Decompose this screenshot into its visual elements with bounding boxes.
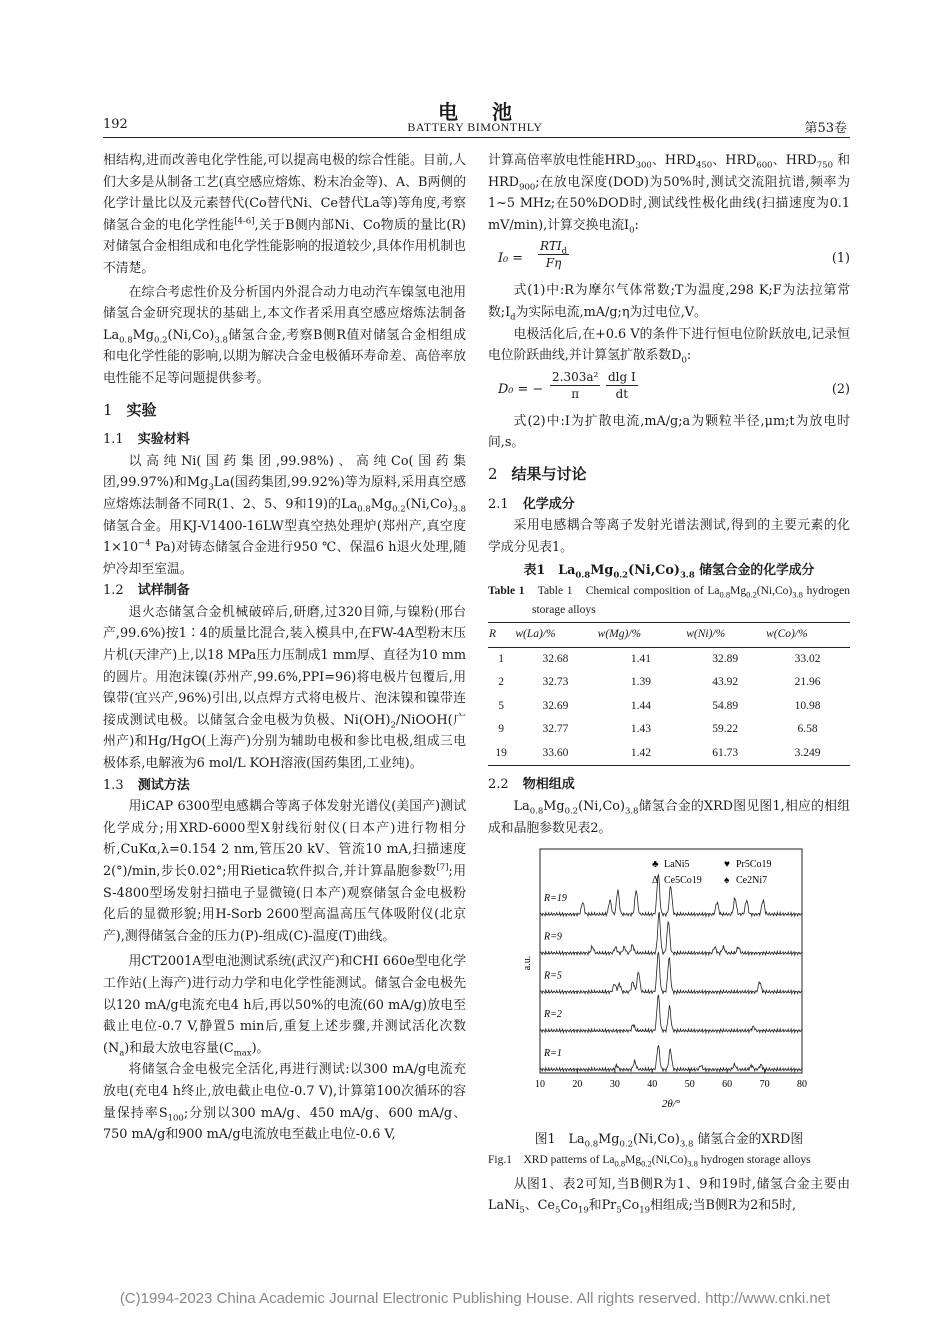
paragraph: 计算高倍率放电性能$HRD_{300}$、$HRD_{450}$、$HRD_{600}$、$HRD_{750}$ 和$HRD_{900}$;在放电深度(DOD)为50%时,测试交流阻抗谱,频率为1~5 MHz;在50%DOD时,测试线性极化曲线(扫描速度为0.1 mV/min),计算交换电流$I_0$: xyxy=(488,153,850,236)
paragraph: 以高纯Ni(国药集团,99.98%)、高纯Co(国药集团,99.97%)和$Mg_3La$(国药集团,99.92%)等为原料,采用真空感应熔炼法制备不同R(1、2、5、9和19)的$La_{0.8}Mg_{0.2}(Ni,Co)_{3.8}$储氢合金。用KJ-V1400-16LW型真空热处理炉(郑州产,真空度$1\times 10^{-4}$ Pa)对铸态储氢合金进行950 ℃、保温6 h退火处理,随炉冷却至室温。 xyxy=(103,453,467,577)
series-label: R=2 xyxy=(544,1009,562,1021)
table-cell: 3.249 xyxy=(765,742,850,766)
right-column xyxy=(488,150,850,1217)
table-row xyxy=(488,671,850,695)
subsection-heading: 1.3 测试方法 xyxy=(103,777,190,793)
composition-table xyxy=(488,622,850,767)
table-cell: 33.02 xyxy=(794,652,821,665)
table-cell: 32.68 xyxy=(542,652,569,665)
x-tick-label: 80 xyxy=(797,1079,807,1091)
legend-label: LaNi5 xyxy=(664,859,690,871)
table-row xyxy=(488,742,850,766)
xrd-pattern-line xyxy=(540,953,802,995)
copyright-footer: (C)1994-2023 China Academic Journal Electronic Publishing House. All rights reserved. http://www.cnki.net xyxy=(119,1290,831,1307)
journal-title-cn: 电池 xyxy=(438,100,546,124)
legend-symbol: Δ xyxy=(652,875,659,887)
table-cell: 32.77 xyxy=(542,723,569,736)
legend xyxy=(652,859,772,886)
figure-caption: 图1 $La_{0.8}Mg_{0.2}(Ni,Co)_{3.8}$ 储氢合金的XRD图 xyxy=(534,1132,804,1150)
paragraph: 采用电感耦合等离子发射光谱法测试,得到的主要元素的化学成分见表1。 xyxy=(488,518,850,555)
subsection-heading: 2.1 化学成分 xyxy=(488,496,575,512)
xrd-pattern-line xyxy=(540,1046,802,1072)
equation-number: (2) xyxy=(831,381,850,397)
equation-lhs: D₀ = − xyxy=(498,381,543,397)
table-title-en: Table 1 Table 1 Chemical composition of $La_{0.8}Mg_{0.2}(Ni,Co)_{3.8}$ hydrogen storage alloys xyxy=(488,584,851,616)
paragraph: 用CT2001A型电池测试系统(武汉产)和CHI 660e型电化学工作站(上海产)进行动力学和电化学性能测试。储氢合金电极先以120 mA/g电流充电4 h后,再以50%的电流(60 mA/g)放电至截止电位-0.7 V,静置5 min后,重复上述步骤,并测试活化次数$(N_a)$和最大放电容量$(C_{max})$。 xyxy=(103,954,466,1059)
subsection-heading: 2.2 物相组成 xyxy=(488,777,575,793)
equation-fraction: $\frac{\text{2.303a²}}{\pi}$ xyxy=(552,369,599,401)
table-cell: 59.22 xyxy=(712,723,739,736)
x-tick-label: 40 xyxy=(647,1079,658,1091)
table-cell: 6.58 xyxy=(797,723,818,736)
x-axis-label: 2θ/° xyxy=(661,1098,681,1111)
page-number: 192 xyxy=(103,117,128,132)
x-tick-label: 30 xyxy=(609,1079,620,1091)
paragraph: 式(2)中:I为扩散电流,mA/g;a为颗粒半径,μm;t为放电时间,s。 xyxy=(488,413,850,451)
paragraph: 电极活化后,在+0.6 V的条件下进行恒电位阶跃放电,记录恒电位阶跃曲线,并计算氢扩散系数$D_0$: xyxy=(488,326,850,366)
legend-symbol: ♠ xyxy=(724,875,730,887)
paragraph: 从图1、表2可知,当B侧R为1、9和19时,储氢合金主要由LaNi$_5$、$Ce_5Co_{19}$和$Pr_5Co_{19}$相组成;当B侧R为2和5时, xyxy=(488,1176,850,1216)
equation-number: (1) xyxy=(831,251,850,267)
left-column xyxy=(103,150,466,1146)
paragraph: 退火态储氢合金机械破碎后,研磨,过320目筛,与镍粉(邢台产,99.6%)按1∶4的质量比混合,装入模具中,在FW-4A型粉末压片机(天津产)上,以18 MPa压力压制成1 mm厚、直径为10 mm的圆片。用泡沫镍(苏州产,99.6%,PPI=96)将电极片包覆后,用镍带(宜兴产,96%)引出,以点焊方式将电极片、泡沫镍和镍带连接成测试电极。以储氢合金电极为负极、$Ni(OH)_2/NiOOH$(广州产)和Hg/HgO(上海产)分别为辅助电极和参比电极,组成三电极体系,电解液为6 mol/L KOH溶液(国药集团,工业纯)。 xyxy=(103,604,466,772)
table-cell: 61.73 xyxy=(685,742,765,766)
table-header: R xyxy=(488,622,514,647)
table-cell: 1.41 xyxy=(630,652,652,665)
section-heading: 2 结果与讨论 xyxy=(488,464,587,483)
legend-label: Ce5Co19 xyxy=(664,875,702,887)
legend-label: Pr5Co19 xyxy=(736,859,772,871)
x-tick-label: 70 xyxy=(759,1079,770,1091)
figure-caption-en: Fig.1 XRD patterns of $La_{0.8}Mg_{0.2}(Ni,Co)_{3.8}$ hydrogen storage alloys xyxy=(488,1153,811,1169)
series-label: R=9 xyxy=(544,931,562,943)
table-row xyxy=(488,647,850,671)
x-tick-label: 20 xyxy=(572,1079,583,1091)
legend-symbol: ♥ xyxy=(724,859,730,871)
header-rule xyxy=(103,137,850,138)
table-row xyxy=(488,695,850,719)
table-cell: 32.69 xyxy=(542,699,569,712)
equation-fraction: $RTI_d$ Fη xyxy=(540,239,568,271)
table-cell: 1.42 xyxy=(597,742,686,766)
table-cell: 2 xyxy=(498,676,505,689)
xrd-pattern-line xyxy=(540,995,802,1033)
legend-symbol: ♣ xyxy=(652,859,659,871)
table-header: w(Mg)/% xyxy=(597,622,686,647)
paragraph: 用iCAP 6300型电感耦合等离子体发射光谱仪(美国产)测试化学成分;用XRD-6000型X射线衍射仪(日本产)进行物相分析,CuKα,λ=0.154 2 nm,管压20 kV、管流10 mA,扫描速度2(°)/min,步长0.02°;用Rietica软件拟合,并计算晶胞参数[7];用S-4800型场发射扫描电子显微镜(日本产)观察储氢合金电极粉化后的显微形貌;用H-Sorb 2600型高温高压气体吸附仪(北京产),测得储氢合金的压力(P)-组成(C)-温度(T)曲线。 xyxy=(103,799,467,944)
table-cell: 33.60 xyxy=(514,742,596,766)
paragraph: 式(1)中:R为摩尔气体常数;T为温度,298 K;F为法拉第常数$;I_d$为实际电流,mA/g;η为过电位,V。 xyxy=(488,283,850,323)
equation-2 xyxy=(488,369,850,409)
paragraph: 相结构,进而改善电化学性能,可以提高电极的综合性能。目前,人们大多是从制备工艺(真空感应熔炼、粉末冶金等)、A、B两侧的化学计量比以及元素替代(Co替代Ni、Ce替代La等)等角度,考察储氢合金的电化学性能[4-6],关于B侧内部Ni、Co物质的量比(R)对储氢合金相组成和电化学性能影响的报道较少,具体作用机制也不清楚。 xyxy=(103,153,466,276)
table-cell: 32.73 xyxy=(542,676,569,689)
table-row xyxy=(488,718,850,742)
paragraph: $La_{0.8}Mg_{0.2}(Ni,Co)_{3.8}$储氢合金的XRD图见图1,相应的相组成和晶胞参数见表2。 xyxy=(488,799,850,836)
table-cell: 1 xyxy=(498,652,505,665)
series-label: R=1 xyxy=(544,1048,562,1060)
x-tick-label: 50 xyxy=(684,1079,695,1091)
subsection-heading: 1.2 试样制备 xyxy=(103,583,190,599)
series-label: R=5 xyxy=(544,970,562,982)
x-tick-label: 60 xyxy=(722,1079,733,1091)
table-header-row xyxy=(488,622,850,647)
volume-label: 第53卷 xyxy=(804,121,847,136)
table-cell: 9 xyxy=(498,723,505,736)
legend-label: Ce2Ni7 xyxy=(736,875,768,887)
table-cell: 32.89 xyxy=(712,652,739,665)
table-cell: 10.98 xyxy=(794,699,821,712)
table-cell: 5 xyxy=(498,699,505,712)
paragraph: 在综合考虑性价及分析国内外混合动力电动汽车镍氢电池用储氢合金研究现状的基础上,本文作者采用真空感应熔炼法制备$La_{0.8}Mg_{0.2}(Ni,Co)_{3.8}$储氢合金,考察B侧R值对储氢合金相组成和电化学性能的影响,以期为解决合金电极循环寿命差、高倍率放电性能不足等问题提供参考。 xyxy=(103,284,466,386)
xrd-series-group xyxy=(540,875,802,1072)
table-header: w(Co)/% xyxy=(765,622,850,647)
xrd-pattern-line xyxy=(540,912,802,955)
table-cell: 1.39 xyxy=(630,676,652,689)
x-tick-label: 10 xyxy=(535,1079,545,1091)
equation-lhs: I₀ = xyxy=(498,251,523,267)
section-heading: 1 实验 xyxy=(103,400,157,419)
table-cell: 43.92 xyxy=(712,676,739,689)
table-cell: 21.96 xyxy=(794,676,821,689)
paragraph: 将储氢合金电极完全活化,再进行测试:以300 mA/g电流充放电(充电4 h终止,放电截止电位-0.7 V),计算第100次循环的容量保持率$S_{100}$;分别以300 mA/g、450 mA/g、600 mA/g、750 mA/g和900 mA/g电流放电至截止电位-0.6 V, xyxy=(103,1062,466,1143)
y-axis-label: a.u. xyxy=(522,956,533,971)
series-label: R=19 xyxy=(544,893,567,905)
table-cell: 1.44 xyxy=(630,699,652,712)
x-axis-ticks xyxy=(535,1069,807,1090)
table-title: 表1 $La_{0.8}Mg_{0.2}(Ni,Co)_{3.8}$ 储氢合金的化学成分 xyxy=(523,563,815,581)
equation-fraction: $\frac{\text{dlg I}}{dt}$ xyxy=(608,369,636,401)
table-cell: 1.43 xyxy=(630,723,652,736)
table-header: w(La)/% xyxy=(514,622,596,647)
table-cell: 54.89 xyxy=(712,699,739,712)
table-cell: 19 xyxy=(488,742,514,766)
subsection-heading: 1.1 实验材料 xyxy=(103,432,190,448)
table-header: w(Ni)/% xyxy=(685,622,765,647)
journal-title-en: BATTERY BIMONTHLY xyxy=(407,120,543,134)
series-labels xyxy=(543,893,567,1059)
xrd-chart xyxy=(488,843,850,1123)
equation-1 xyxy=(488,238,850,278)
